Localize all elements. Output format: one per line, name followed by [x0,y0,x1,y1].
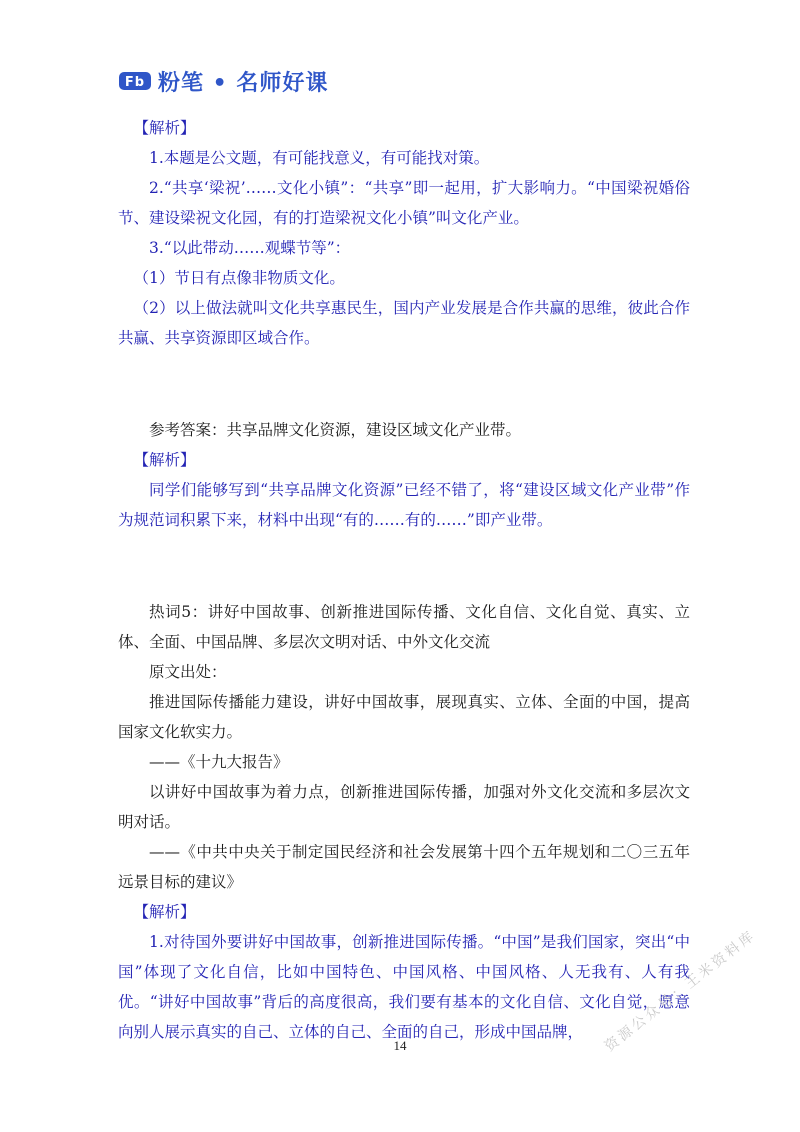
fenbi-logo [118,66,328,96]
paragraph-gap [118,369,690,399]
paragraph: 热词5：讲好中国故事、创新推进国际传播、文化自信、文化自觉、真实、立体、全面、中国品牌、多层次文明对话、中外文化交流 [118,603,690,651]
paragraph: 【解析】 [133,903,196,921]
paragraph: ——《十九大报告》 [149,753,289,771]
paragraph: 原文出处： [149,663,227,681]
paragraph: （2）以上做法就叫文化共享惠民生，国内产业发展是合作共赢的思维，彼此合作共赢、共享资源即区域合作。 [118,299,690,347]
paragraph: 以讲好中国故事为着力点，创新推进国际传播，加强对外文化交流和多层次文明对话。 [118,783,690,831]
paragraph: （1）节日有点像非物质文化。 [133,269,345,287]
logo-mark: Fb [124,75,146,90]
paragraph: 3.“以此带动……观蝶节等”： [149,239,351,257]
paragraph: 1.本题是公文题，有可能找意义，有可能找对策。 [149,149,490,167]
paragraph: 参考答案：共享品牌文化资源，建设区域文化产业带。 [149,421,522,439]
fenbi-logo-icon [118,69,152,93]
paragraph: 【解析】 [133,119,196,137]
paragraph-gap [118,551,690,581]
watermark: 资源公众号：王米资料库 [601,927,760,1055]
page-content [118,113,690,1047]
paragraph: 同学们能够写到“共享品牌文化资源”已经不错了，将“建设区域文化产业带”作为规范词积累下来，材料中出现“有的……有的……”即产业带。 [118,481,690,529]
paragraph: 【解析】 [133,451,196,469]
paragraph: 1.对待国外要讲好中国故事，创新推进国际传播。“中国”是我们国家，突出“中国”体现了文化自信，比如中国特色、中国风格、中国风格、人无我有、人有我优。“讲好中国故事”背后的高度很高，我们要有基本的文化自信、文化自觉，愿意向别人展示真实的自己、立体的自己、全面的自己，形成中国品牌， [118,933,690,1041]
paragraph: ——《中共中央关于制定国民经济和社会发展第十四个五年规划和二〇三五年远景目标的建议》 [118,843,690,891]
paragraph: 推进国际传播能力建设，讲好中国故事，展现真实、立体、全面的中国，提高国家文化软实力。 [118,693,690,741]
page-number: 14 [393,1038,407,1053]
paragraph: 2.“共享‘梁祝’……文化小镇”：“共享”即一起用，扩大影响力。“中国梁祝婚俗节、建设梁祝文化园，有的打造梁祝文化小镇”叫文化产业。 [118,179,690,227]
logo-text: 粉笔 • 名师好课 [158,70,329,96]
